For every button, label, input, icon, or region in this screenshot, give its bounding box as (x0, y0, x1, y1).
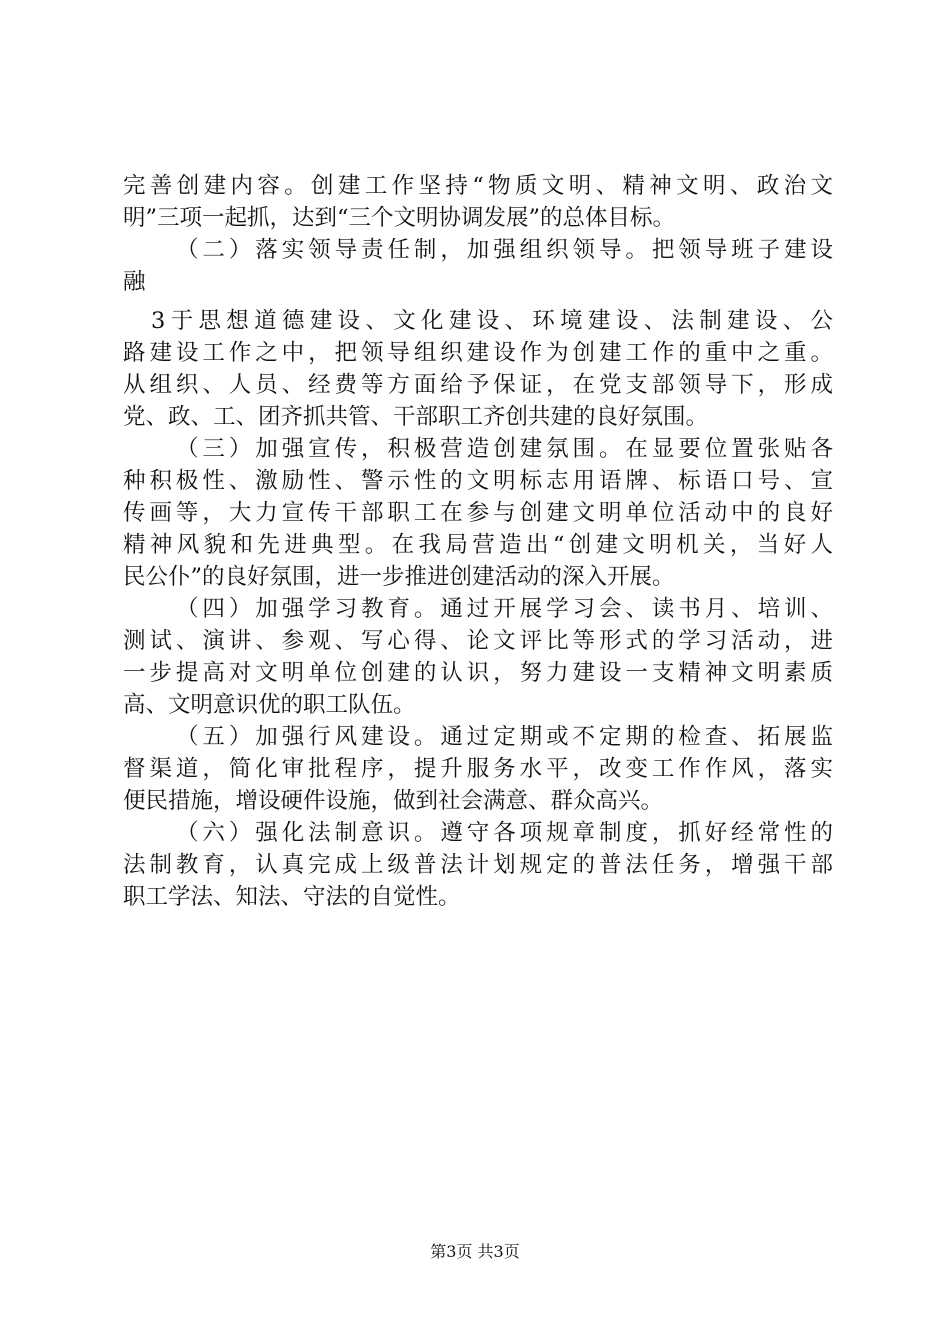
text-line: 职工学法、知法、守法的自觉性。 (123, 884, 461, 910)
paragraph-heading-line: （三）加强宣传，积极营造创建氛围。在显要位置张贴各 (176, 436, 833, 462)
text-line: 高、文明意识优的职工队伍。 (123, 692, 416, 718)
text-line: 测试、演讲、参观、写心得、论文评比等形式的学习活动，进 (123, 628, 833, 654)
paragraph-heading-line: （六）强化法制意识。遵守各项规章制度，抓好经常性的 (176, 820, 833, 846)
text-line: 便民措施，增设硬件设施，做到社会满意、群众高兴。 (123, 788, 664, 814)
text-line: 法制教育，认真完成上级普法计划规定的普法任务，增强干部 (123, 852, 833, 878)
text-line: 党、政、工、团齐抓共管、干部职工齐创共建的良好氛围。 (123, 404, 709, 430)
text-line: 完善创建内容。创建工作坚持“物质文明、精神文明、政治文 (123, 173, 833, 199)
text-line: 3于思想道德建设、文化建设、环境建设、法制建设、公 (151, 308, 833, 334)
text-line: 督渠道，简化审批程序，提升服务水平，改变工作作风，落实 (123, 756, 833, 782)
text-line: 种积极性、激励性、警示性的文明标志用语牌、标语口号、宣 (123, 468, 833, 494)
text-line: 一步提高对文明单位创建的认识，努力建设一支精神文明素质 (123, 660, 833, 686)
text-line: 融 (123, 269, 146, 295)
document-body (123, 170, 833, 913)
paragraph-heading-line: （二）落实领导责任制，加强组织领导。把领导班子建设 (176, 237, 833, 263)
paragraph-heading-line: （四）加强学习教育。通过开展学习会、读书月、培训、 (176, 596, 833, 622)
text-line: 路建设工作之中，把领导组织建设作为创建工作的重中之重。 (123, 340, 833, 366)
text-line: 传画等，大力宣传干部职工在参与创建文明单位活动中的良好 (123, 500, 833, 526)
text-line: 从组织、人员、经费等方面给予保证，在党支部领导下，形成 (123, 372, 833, 398)
text-line: 民公仆”的良好氛围，进一步推进创建活动的深入开展。 (123, 564, 675, 590)
page-number-footer: 第3页 共3页 (430, 1242, 520, 1261)
text-line: 明”三项一起抓，达到“三个文明协调发展”的总体目标。 (123, 205, 676, 231)
text-line: 精神风貌和先进典型。在我局营造出“创建文明机关，当好人 (123, 532, 833, 558)
paragraph-heading-line: （五）加强行风建设。通过定期或不定期的检查、拓展监 (176, 724, 833, 750)
